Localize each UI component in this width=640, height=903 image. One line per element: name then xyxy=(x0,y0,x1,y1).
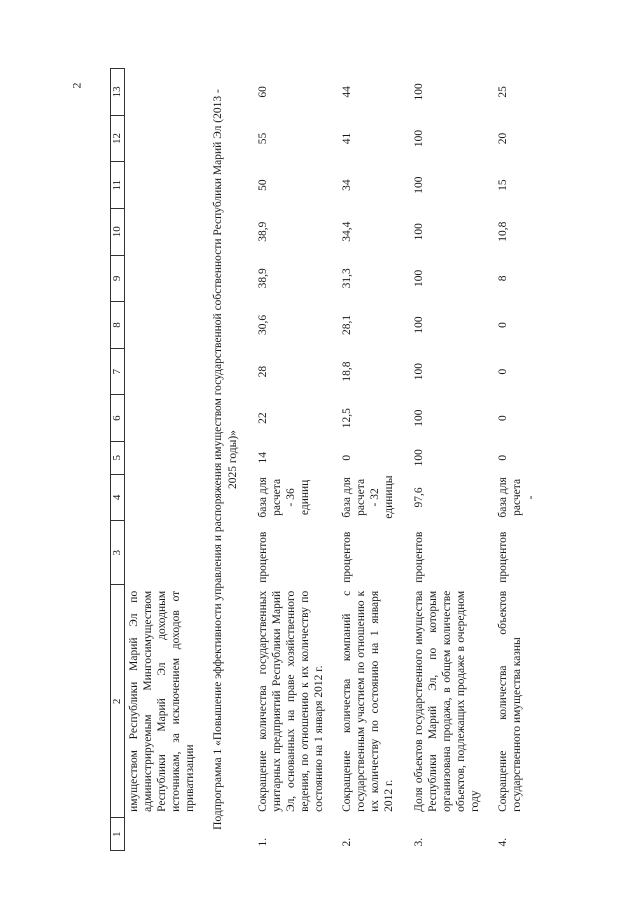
continued-row xyxy=(125,69,204,851)
row-base: база для расчета - xyxy=(496,477,537,518)
row-value: 100 xyxy=(412,176,425,194)
col-number: 11 xyxy=(111,162,125,209)
row-unit: процентов xyxy=(412,531,425,583)
col-number: 13 xyxy=(111,69,125,116)
row-value: 41 xyxy=(340,132,353,145)
row-unit: процентов xyxy=(256,531,269,583)
row-value: 0 xyxy=(496,454,509,461)
row-value: 50 xyxy=(256,179,269,191)
col-number: 10 xyxy=(111,208,125,255)
row-value: 60 xyxy=(256,86,269,98)
row-value: 28,1 xyxy=(340,314,353,336)
row-value: 100 xyxy=(412,362,425,381)
subprogram-heading-row xyxy=(203,69,247,851)
row-description: Сокращение количества компаний с государственным участием по отношению к их количеству по состоянию на 1 января 2012 г. xyxy=(340,590,395,812)
row-unit: процентов xyxy=(340,531,353,583)
row-value: 0 xyxy=(496,322,509,328)
row-value: 22 xyxy=(256,412,269,424)
row-base: 97,6 xyxy=(412,487,425,508)
page-number: 2 xyxy=(69,82,84,89)
row-value: 8 xyxy=(496,275,509,282)
col-number: 4 xyxy=(111,474,125,521)
subprogram-title: Подпрограмма 1 «Повышение эффективности управления и распоряжения имуществом государственной собственности Республики Марий Эл (2013 - 2025 годы)» xyxy=(212,89,239,830)
row-unit: процентов xyxy=(496,531,509,583)
col-number: 9 xyxy=(111,255,125,302)
col-number: 12 xyxy=(111,115,125,162)
row-value: 55 xyxy=(256,132,269,145)
col-number: 2 xyxy=(111,585,125,818)
row-value: 12,5 xyxy=(340,408,353,429)
row-value: 0 xyxy=(496,368,509,375)
row-value: 44 xyxy=(340,86,353,98)
row-description: Сокращение количества объектов государственного имущества казны xyxy=(496,590,523,812)
row-value: 25 xyxy=(496,86,509,98)
row-number: 1. xyxy=(256,837,269,847)
row-description: Сокращение количества государственных унитарных предприятий Республики Марий Эл, основанных на праве хозяйственного ведения, по отношению к их количеству по состоянию на 1 января 2012 г. xyxy=(256,590,325,812)
row-value: 18,8 xyxy=(340,361,353,382)
row-value: 100 xyxy=(412,316,425,334)
row-base: база для расчета - 36 единиц xyxy=(256,477,311,518)
row-value: 100 xyxy=(412,269,425,287)
row-description: Доля объектов государственного имущества Республики Марий Эл, по которым организована продажа, в общем количестве объектов, подлежащих продаже в очередном году xyxy=(412,590,481,812)
row-value: 38,9 xyxy=(256,268,269,289)
row-value: 30,6 xyxy=(256,314,269,336)
row-value: 0 xyxy=(496,415,509,422)
table-row xyxy=(404,69,488,851)
row-value: 14 xyxy=(256,452,269,464)
col-number: 5 xyxy=(111,441,125,474)
indicators-table xyxy=(110,68,546,851)
row-value: 34 xyxy=(340,179,353,191)
row-value: 31,3 xyxy=(340,268,353,289)
row-number: 2. xyxy=(340,837,353,847)
column-number-row xyxy=(111,69,125,851)
row-value: 100 xyxy=(412,223,425,241)
row-value: 100 xyxy=(412,449,425,467)
col-number: 1 xyxy=(111,818,125,851)
col-number: 8 xyxy=(111,302,125,349)
col-number: 6 xyxy=(111,395,125,442)
row-base: база для расчета - 32 единицы xyxy=(340,475,395,519)
row-value: 28 xyxy=(256,365,269,378)
row-value: 100 xyxy=(412,83,425,101)
row-value: 38,9 xyxy=(256,221,269,242)
rotated-table-page xyxy=(110,68,537,851)
col-number: 7 xyxy=(111,348,125,395)
row-value: 100 xyxy=(412,409,425,427)
table-row xyxy=(332,69,404,851)
row-number: 4. xyxy=(496,837,509,847)
row-number: 3. xyxy=(412,837,425,847)
row-value: 0 xyxy=(340,454,353,461)
table-row xyxy=(248,69,332,851)
row-value: 100 xyxy=(412,129,425,148)
row-value: 34,4 xyxy=(340,221,353,242)
col-number: 3 xyxy=(111,521,125,585)
row-value: 15 xyxy=(496,179,509,191)
row-description: имуществом Республики Марий Эл по администрируемым Мингосимуществом Республики Марий Эл доходным источникам, за исключением доходов от приватизации xyxy=(128,590,197,812)
row-value: 20 xyxy=(496,132,509,145)
table-row xyxy=(488,69,546,851)
row-value: 10,8 xyxy=(496,221,509,242)
